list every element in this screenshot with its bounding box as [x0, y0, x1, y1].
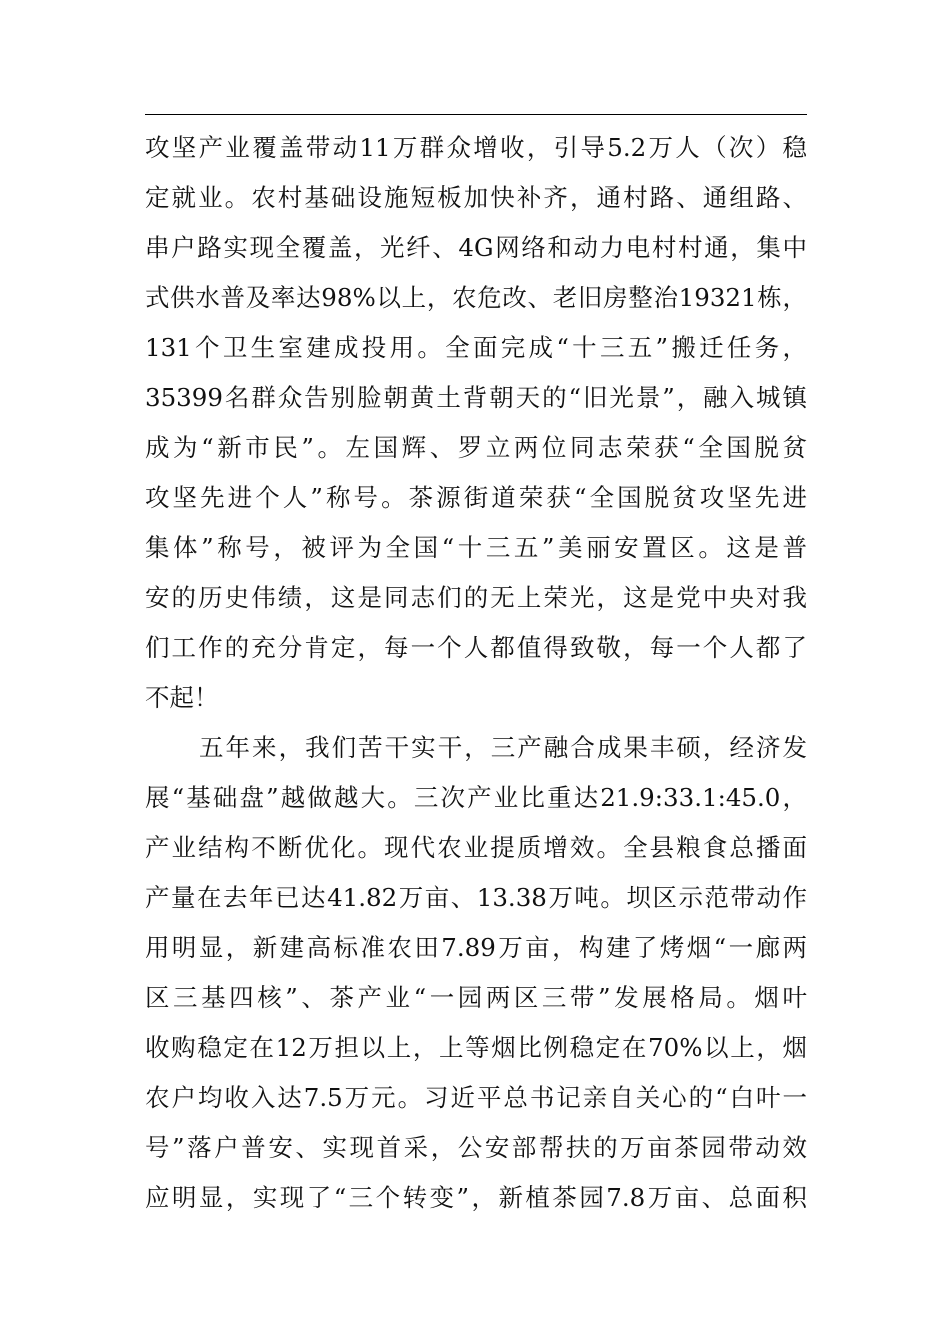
- text-line: 131个卫生室建成投用。全面完成“十三五”搬迁任务，: [145, 333, 807, 362]
- paragraph-1: [145, 123, 807, 723]
- text-line: 展“基础盘”越做越大。三次产业比重达21.9:33.1:45.0，: [145, 783, 807, 812]
- text-line: 产量在去年已达41.82万亩、13.38万吨。坝区示范带动作: [145, 883, 807, 912]
- text-line: 农户均收入达7.5万元。习近平总书记亲自关心的“白叶一: [145, 1083, 807, 1112]
- text-line: 收购稳定在12万担以上，上等烟比例稳定在70%以上，烟: [145, 1033, 807, 1062]
- text-line: 安的历史伟绩，这是同志们的无上荣光，这是党中央对我: [145, 583, 807, 612]
- text-line: 定就业。农村基础设施短板加快补齐，通村路、通组路、: [145, 183, 807, 212]
- text-line: 不起！: [145, 683, 219, 712]
- text-line: 式供水普及率达98%以上，农危改、老旧房整治19321栋，: [145, 283, 807, 312]
- text-line: 用明显，新建高标准农田7.89万亩，构建了烤烟“一廊两: [145, 933, 807, 962]
- text-line: 成为“新市民”。左国辉、罗立两位同志荣获“全国脱贫: [145, 433, 807, 462]
- paragraph-2: [145, 723, 807, 1223]
- text-line: 应明显，实现了“三个转变”，新植茶园7.8万亩、总面积: [145, 1183, 807, 1212]
- text-line: 攻坚先进个人”称号。茶源街道荣获“全国脱贫攻坚先进: [145, 483, 807, 512]
- text-line: 串户路实现全覆盖，光纤、4G网络和动力电村村通，集中: [145, 233, 807, 262]
- text-line: 产业结构不断优化。现代农业提质增效。全县粮食总播面: [145, 833, 807, 862]
- text-line: 五年来，我们苦干实干，三产融合成果丰硕，经济发: [199, 733, 807, 762]
- body-text: [145, 123, 807, 1223]
- text-line: 攻坚产业覆盖带动11万群众增收，引导5.2万人（次）稳: [145, 133, 807, 162]
- text-line: 35399名群众告别脸朝黄土背朝天的“旧光景”，融入城镇: [145, 383, 807, 412]
- text-line: 区三基四核”、茶产业“一园两区三带”发展格局。烟叶: [145, 983, 807, 1012]
- text-line: 号”落户普安、实现首采，公安部帮扶的万亩茶园带动效: [145, 1133, 807, 1162]
- header-rule: [145, 114, 807, 115]
- text-line: 们工作的充分肯定，每一个人都值得致敬，每一个人都了: [145, 633, 807, 662]
- text-line: 集体”称号，被评为全国“十三五”美丽安置区。这是普: [145, 533, 807, 562]
